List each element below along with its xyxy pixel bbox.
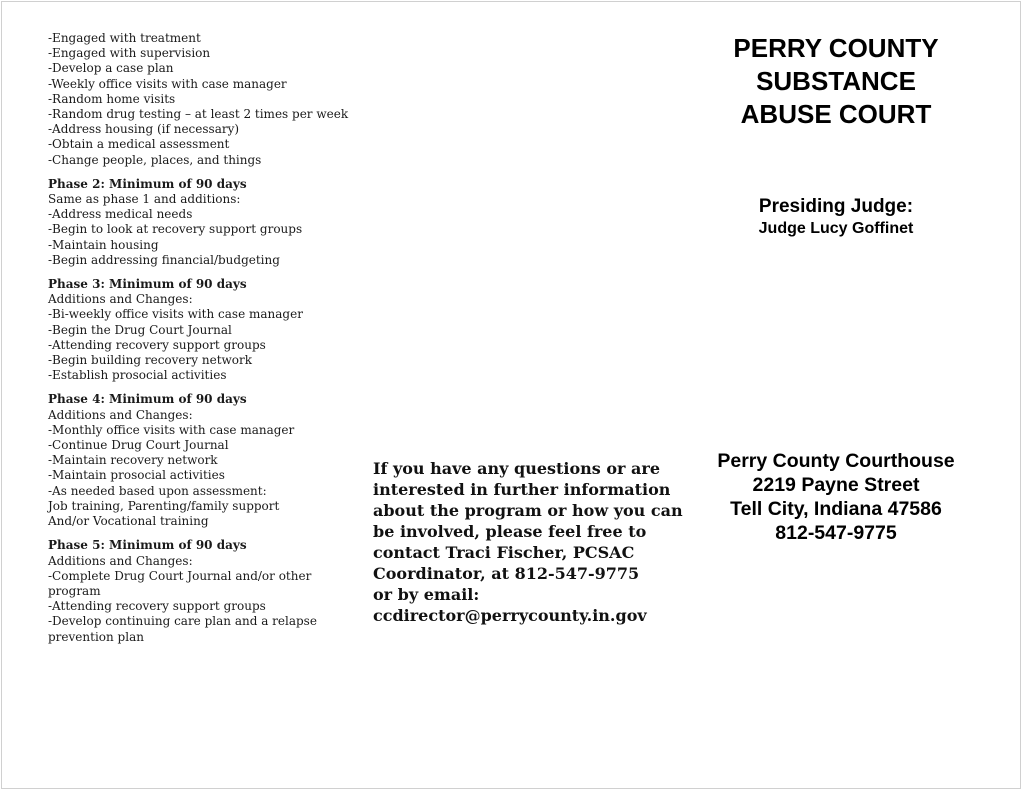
list-item: -Maintain recovery network [48,453,218,468]
list-item: -As needed based upon assessment: [48,483,267,498]
list-item: prevention plan [48,629,144,644]
list-item: -Begin the Drug Court Journal [48,322,232,337]
judge-label: Presiding Judge: [758,196,914,217]
list-item: -Address medical needs [48,207,193,222]
list-item: -Bi-weekly office visits with case manager [48,307,303,322]
phone-number: 812-547-9775 [775,522,897,544]
list-item: -Maintain prosocial activities [48,468,225,483]
phase4-heading: Phase 4: Minimum of 90 days [48,392,247,407]
list-item: -Begin to look at recovery support groups [48,222,303,237]
phase3-section [48,277,348,383]
cover-panel [680,32,992,544]
contact-text-line: interested in further information [373,480,671,499]
list-item: -Address housing (if necessary) [48,122,240,137]
list-item: -Weekly office visits with case manager [48,76,287,91]
list-item: -Attending recovery support groups [48,599,266,614]
list-item: -Begin addressing financial/budgeting [48,252,280,267]
list-item: -Attending recovery support groups [48,337,266,352]
address-line: Tell City, Indiana 47586 [730,498,942,520]
list-item: -Develop continuing care plan and a relapse [48,614,317,629]
phase2-section [48,177,348,268]
contact-text-line: about the program or how you can [373,501,683,520]
list-item: -Develop a case plan [48,61,174,76]
contact-text-line: contact Traci Fischer, PCSAC [373,543,635,562]
address-line: 2219 Payne Street [752,474,920,496]
list-item: And/or Vocational training [48,514,209,529]
contact-email: ccdirector@perrycounty.in.gov [373,606,647,625]
phase3-heading: Phase 3: Minimum of 90 days [48,277,247,292]
list-item: -Begin building recovery network [48,353,253,368]
contact-text-line: Coordinator, at 812-547-9775 [373,564,640,583]
address-line: Perry County Courthouse [717,450,955,472]
phase5-section [48,538,348,644]
contact-information-paragraph [373,458,683,626]
list-item: -Complete Drug Court Journal and/or other [48,568,312,583]
presiding-judge [680,195,992,239]
page-title [680,32,992,131]
list-item: -Random home visits [48,91,176,106]
list-item: -Continue Drug Court Journal [48,438,229,453]
title-line: SUBSTANCE [756,66,916,96]
title-line: PERRY COUNTY [733,33,939,63]
list-item: -Obtain a medical assessment [48,137,230,152]
list-item: Job training, Parenting/family support [48,498,280,513]
contact-text-line: be involved, please feel free to [373,522,647,541]
phase2-heading: Phase 2: Minimum of 90 days [48,176,247,191]
list-item: -Engaged with treatment [48,31,201,45]
contact-text-line: If you have any questions or are [373,459,661,478]
list-item: -Establish prosocial activities [48,368,227,383]
list-item: -Monthly office visits with case manager [48,422,295,437]
contact-text-line: or by email: [373,585,480,604]
list-item: -Random drug testing – at least 2 times per week [48,107,349,122]
phase4-section [48,392,348,529]
program-phases-column [48,31,348,645]
list-item: Additions and Changes: [48,407,193,422]
list-item: -Engaged with supervision [48,46,211,61]
courthouse-address [680,449,992,545]
list-item: program [48,583,101,598]
list-item: Additions and Changes: [48,553,193,568]
list-item: -Maintain housing [48,237,159,252]
judge-name: Judge Lucy Goffinet [758,220,914,237]
list-item: -Change people, places, and things [48,152,262,167]
phase1-requirements [48,31,348,168]
phase5-heading: Phase 5: Minimum of 90 days [48,538,247,553]
title-line: ABUSE COURT [740,99,932,129]
list-item: Same as phase 1 and additions: [48,192,241,207]
list-item: Additions and Changes: [48,292,193,307]
